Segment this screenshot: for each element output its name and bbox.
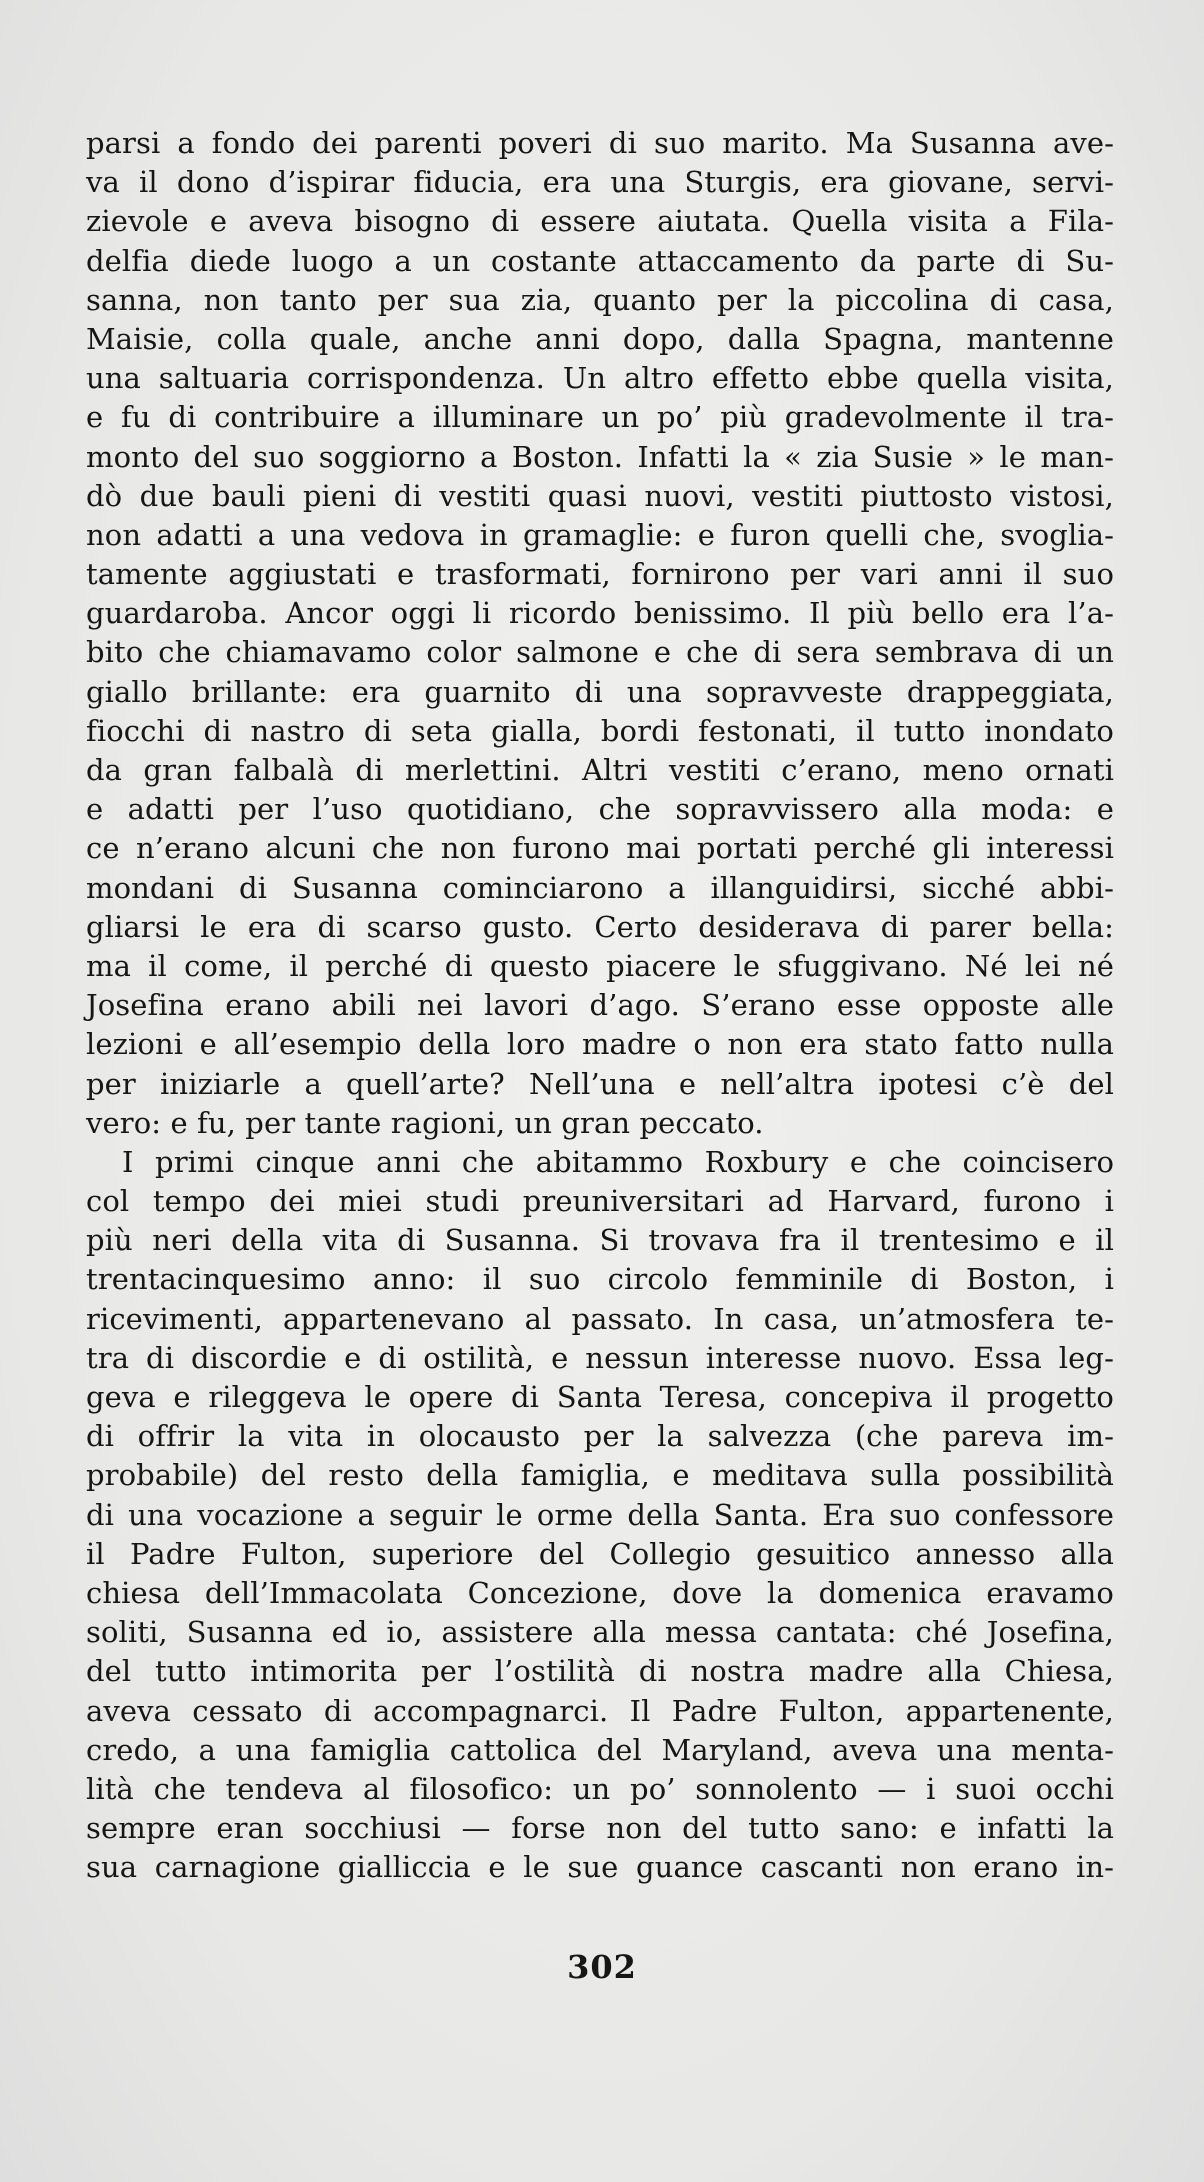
text-line: sanna, non tanto per sua zia, quanto per la piccolina di casa, [86,282,1114,317]
text-line: parsi a fondo dei parenti poveri di suo marito. Ma Susanna ave- [86,126,1114,160]
text-line: di una vocazione a seguir le orme della Santa. Era suo confessore [86,1497,1114,1532]
text-line: vero: e fu, per tante ragioni, un gran peccato. [86,1105,764,1140]
text-line: ricevimenti, appartenevano al passato. In casa, un’atmosfera te- [86,1301,1114,1336]
text-line: va il dono d’ispirar fiducia, era una Sturgis, era giovane, servi- [86,165,1114,200]
text-line: guardaroba. Ancor oggi li ricordo benissimo. Il più bello era l’a- [86,596,1114,631]
text-line: non adatti a una vedova in gramaglie: e furon quelli che, svoglia- [86,517,1114,552]
text-line: Josefina erano abili nei lavori d’ago. S’erano esse opposte alle [86,988,1114,1023]
text-line: sua carnagione gialliccia e le sue guance cascanti non erano in- [86,1850,1114,1885]
text-line: ma il come, il perché di questo piacere le sfuggivano. Né lei né [86,948,1114,983]
text-line: e fu di contribuire a illuminare un po’ più gradevolmente il tra- [86,400,1114,435]
text-line: del tutto intimorita per l’ostilità di nostra madre alla Chiesa, [86,1654,1114,1689]
text-line: lezioni e all’esempio della loro madre o non era stato fatto nulla [86,1027,1114,1062]
text-line: tra di discordie e di ostilità, e nessun interesse nuovo. Essa leg- [86,1340,1114,1375]
text-line: I primi cinque anni che abitammo Roxbury e che coincisero [122,1144,1114,1179]
text-line: monto del suo soggiorno a Boston. Infatti la « zia Susie » le man- [86,439,1114,474]
text-line: lità che tendeva al filosofico: un po’ sonnolento — i suoi occhi [86,1771,1114,1806]
text-line: gliarsi le era di scarso gusto. Certo desiderava di parer bella: [86,909,1114,944]
text-line: bito che chiamavamo color salmone e che di sera sembrava di un [86,635,1114,670]
text-line: aveva cessato di accompagnarci. Il Padre Fulton, appartenente, [86,1693,1114,1728]
text-line: tamente aggiustati e trasformati, fornirono per vari anni il suo [86,557,1114,592]
page-number: 302 [567,1948,637,1986]
text-line: ce n’erano alcuni che non furono mai portati perché gli interessi [86,831,1114,866]
text-line: e adatti per l’uso quotidiano, che sopravvissero alla moda: e [86,792,1114,827]
text-line: da gran falbalà di merlettini. Altri vestiti c’erano, meno ornati [86,753,1114,787]
paragraph-2 [86,1143,1114,1888]
text-line: il Padre Fulton, superiore del Collegio gesuitico annesso alla [86,1536,1114,1571]
text-line: col tempo dei miei studi preuniversitari ad Harvard, furono i [86,1184,1114,1219]
text-line: per iniziarle a quell’arte? Nell’una e nell’altra ipotesi c’è del [86,1066,1114,1101]
text-line: probabile) del resto della famiglia, e meditava sulla possibilità [86,1458,1114,1493]
text-line: credo, a una famiglia cattolica del Maryland, aveva una menta- [86,1732,1114,1767]
text-line: sempre eran socchiusi — forse non del tutto sano: e infatti la [86,1811,1114,1846]
text-line: zievole e aveva bisogno di essere aiutata. Quella visita a Fila- [86,204,1114,239]
text-line: fiocchi di nastro di seta gialla, bordi festonati, il tutto inondato [86,713,1114,748]
text-line: chiesa dell’Immacolata Concezione, dove la domenica eravamo [86,1575,1114,1610]
text-line: trentacinquesimo anno: il suo circolo femminile di Boston, i [86,1262,1114,1297]
text-line: soliti, Susanna ed io, assistere alla messa cantata: ché Josefina, [86,1615,1114,1650]
text-line: più neri della vita di Susanna. Si trovava fra il trentesimo e il [86,1223,1114,1258]
text-line: Maisie, colla quale, anche anni dopo, dalla Spagna, mantenne [86,321,1114,356]
paragraph-1 [86,124,1114,1143]
text-line: di offrir la vita in olocausto per la salvezza (che pareva im- [86,1419,1114,1454]
text-line: geva e rileggeva le opere di Santa Teresa, concepiva il progetto [86,1380,1114,1414]
text-line: dò due bauli pieni di vestiti quasi nuovi, vestiti piuttosto vistosi, [86,478,1114,513]
text-line: una saltuaria corrispondenza. Un altro effetto ebbe quella visita, [86,361,1114,396]
text-line: delfia diede luogo a un costante attaccamento da parte di Su- [86,243,1114,278]
body-text [86,124,1114,1887]
text-line: mondani di Susanna cominciarono a illanguidirsi, sicché abbi- [86,870,1114,905]
text-line: giallo brillante: era guarnito di una sopravveste drappeggiata, [86,674,1114,709]
